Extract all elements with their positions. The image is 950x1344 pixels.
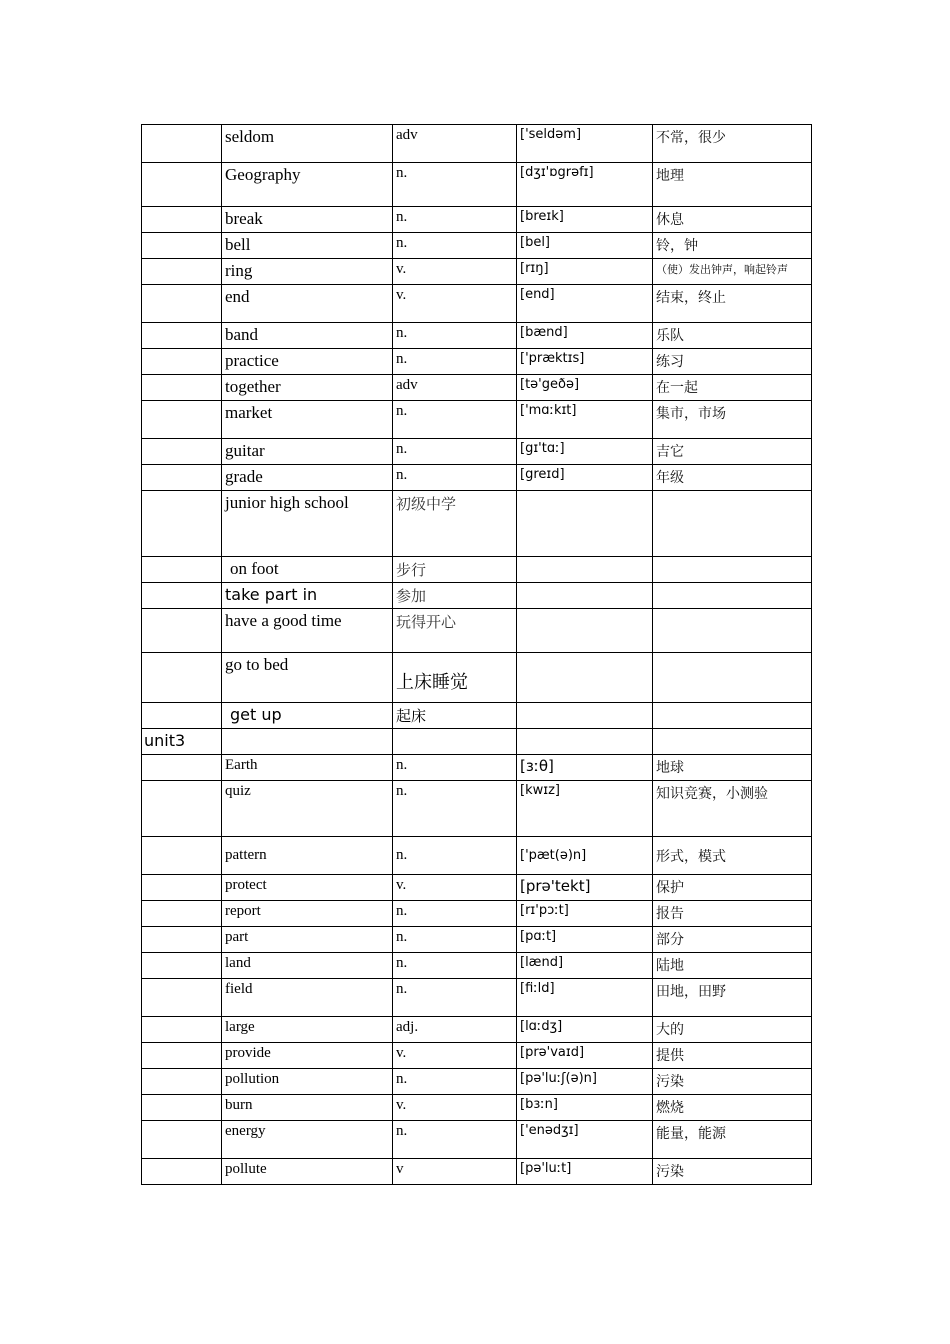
table-row xyxy=(142,1121,812,1159)
part-of-speech: v xyxy=(393,1159,517,1185)
table-row xyxy=(142,703,812,729)
phrase: take part in xyxy=(222,583,393,609)
unit-label: unit3 xyxy=(142,729,222,755)
table-row xyxy=(142,875,812,901)
table-row xyxy=(142,979,812,1017)
table-row xyxy=(142,163,812,207)
part-of-speech: v. xyxy=(393,259,517,285)
phonetic: ['mɑːkɪt] xyxy=(517,401,653,439)
vocabulary-table xyxy=(141,124,812,1185)
table-row xyxy=(142,233,812,259)
table-row xyxy=(142,1159,812,1185)
word: Geography xyxy=(222,163,393,207)
phrase: get up xyxy=(222,703,393,729)
chinese-meaning: 形式，模式 xyxy=(653,837,812,875)
word: break xyxy=(222,207,393,233)
phonetic: [kwɪz] xyxy=(517,781,653,837)
word: report xyxy=(222,901,393,927)
phonetic: [tə'geðə] xyxy=(517,375,653,401)
part-of-speech: n. xyxy=(393,781,517,837)
table-row xyxy=(142,583,812,609)
chinese-meaning: 陆地 xyxy=(653,953,812,979)
phonetic: ['pæt(ə)n] xyxy=(517,837,653,875)
word: protect xyxy=(222,875,393,901)
table-row xyxy=(142,125,812,163)
part-of-speech: n. xyxy=(393,323,517,349)
part-of-speech: n. xyxy=(393,163,517,207)
table-row xyxy=(142,901,812,927)
table-row xyxy=(142,1069,812,1095)
chinese-meaning: 起床 xyxy=(393,703,517,729)
word: part xyxy=(222,927,393,953)
part-of-speech: v. xyxy=(393,1043,517,1069)
phonetic: [end] xyxy=(517,285,653,323)
chinese-meaning: 知识竞赛，小测验 xyxy=(653,781,812,837)
part-of-speech: n. xyxy=(393,927,517,953)
table-row xyxy=(142,927,812,953)
word: pattern xyxy=(222,837,393,875)
word: practice xyxy=(222,349,393,375)
chinese-meaning: 年级 xyxy=(653,465,812,491)
chinese-meaning: 保护 xyxy=(653,875,812,901)
part-of-speech: n. xyxy=(393,207,517,233)
word: market xyxy=(222,401,393,439)
word: land xyxy=(222,953,393,979)
chinese-meaning: 地理 xyxy=(653,163,812,207)
table-row xyxy=(142,837,812,875)
word: pollution xyxy=(222,1069,393,1095)
chinese-meaning: 部分 xyxy=(653,927,812,953)
chinese-meaning: 污染 xyxy=(653,1069,812,1095)
part-of-speech: n. xyxy=(393,1121,517,1159)
part-of-speech: n. xyxy=(393,349,517,375)
part-of-speech: adj. xyxy=(393,1017,517,1043)
phonetic: [gɪ'tɑː] xyxy=(517,439,653,465)
word: together xyxy=(222,375,393,401)
chinese-meaning: 大的 xyxy=(653,1017,812,1043)
word: bell xyxy=(222,233,393,259)
chinese-meaning: 乐队 xyxy=(653,323,812,349)
chinese-meaning: 田地，田野 xyxy=(653,979,812,1017)
chinese-meaning: 提供 xyxy=(653,1043,812,1069)
part-of-speech: adv xyxy=(393,375,517,401)
part-of-speech: n. xyxy=(393,979,517,1017)
phonetic: [prə'vaɪd] xyxy=(517,1043,653,1069)
phonetic: ['præktɪs] xyxy=(517,349,653,375)
chinese-meaning: 污染 xyxy=(653,1159,812,1185)
chinese-meaning: 玩得开心 xyxy=(393,609,517,653)
chinese-meaning: 在一起 xyxy=(653,375,812,401)
phonetic: [bænd] xyxy=(517,323,653,349)
table-row xyxy=(142,609,812,653)
phonetic: [rɪŋ] xyxy=(517,259,653,285)
chinese-meaning: （使）发出钟声，响起铃声 xyxy=(653,259,812,285)
part-of-speech: n. xyxy=(393,1069,517,1095)
table-row xyxy=(142,781,812,837)
chinese-meaning: 能量，能源 xyxy=(653,1121,812,1159)
phonetic: [prə'tekt] xyxy=(517,875,653,901)
phonetic: [rɪ'pɔːt] xyxy=(517,901,653,927)
table-row xyxy=(142,349,812,375)
table-row xyxy=(142,755,812,781)
phonetic: [greɪd] xyxy=(517,465,653,491)
chinese-meaning: 初级中学 xyxy=(393,491,517,557)
table-row xyxy=(142,207,812,233)
phrase: junior high school xyxy=(222,491,393,557)
chinese-meaning: 练习 xyxy=(653,349,812,375)
part-of-speech: n. xyxy=(393,953,517,979)
table-row xyxy=(142,465,812,491)
part-of-speech: n. xyxy=(393,755,517,781)
table-row xyxy=(142,491,812,557)
chinese-meaning: 上床睡觉 xyxy=(393,653,517,703)
table-row xyxy=(142,285,812,323)
table-row xyxy=(142,1095,812,1121)
word: seldom xyxy=(222,125,393,163)
word: ring xyxy=(222,259,393,285)
phonetic: [bel] xyxy=(517,233,653,259)
part-of-speech: n. xyxy=(393,401,517,439)
phonetic: [fiːld] xyxy=(517,979,653,1017)
part-of-speech: n. xyxy=(393,439,517,465)
part-of-speech: n. xyxy=(393,465,517,491)
phrase: on foot xyxy=(222,557,393,583)
word: quiz xyxy=(222,781,393,837)
phrase: go to bed xyxy=(222,653,393,703)
word: energy xyxy=(222,1121,393,1159)
phonetic: [dʒɪ'ɒgrəfɪ] xyxy=(517,163,653,207)
chinese-meaning: 参加 xyxy=(393,583,517,609)
table-row xyxy=(142,953,812,979)
part-of-speech: v. xyxy=(393,875,517,901)
table-row xyxy=(142,375,812,401)
part-of-speech: n. xyxy=(393,837,517,875)
chinese-meaning: 报告 xyxy=(653,901,812,927)
phonetic: ['seldəm] xyxy=(517,125,653,163)
chinese-meaning: 吉它 xyxy=(653,439,812,465)
word: field xyxy=(222,979,393,1017)
word: provide xyxy=(222,1043,393,1069)
chinese-meaning: 集市，市场 xyxy=(653,401,812,439)
word: pollute xyxy=(222,1159,393,1185)
table-row xyxy=(142,401,812,439)
word: end xyxy=(222,285,393,323)
part-of-speech: v. xyxy=(393,285,517,323)
part-of-speech: n. xyxy=(393,901,517,927)
phonetic: [pə'luːʃ(ə)n] xyxy=(517,1069,653,1095)
phonetic: [bɜːn] xyxy=(517,1095,653,1121)
chinese-meaning: 步行 xyxy=(393,557,517,583)
phonetic: [lænd] xyxy=(517,953,653,979)
chinese-meaning: 燃烧 xyxy=(653,1095,812,1121)
phonetic: ['enədʒɪ] xyxy=(517,1121,653,1159)
phrase: have a good time xyxy=(222,609,393,653)
part-of-speech: n. xyxy=(393,233,517,259)
word: burn xyxy=(222,1095,393,1121)
word: Earth xyxy=(222,755,393,781)
chinese-meaning: 铃，钟 xyxy=(653,233,812,259)
word: large xyxy=(222,1017,393,1043)
table-row xyxy=(142,323,812,349)
table-row xyxy=(142,653,812,703)
phonetic: [breɪk] xyxy=(517,207,653,233)
part-of-speech: adv xyxy=(393,125,517,163)
table-row xyxy=(142,729,812,755)
table-row xyxy=(142,439,812,465)
table-row xyxy=(142,1017,812,1043)
chinese-meaning: 休息 xyxy=(653,207,812,233)
chinese-meaning: 不常，很少 xyxy=(653,125,812,163)
word: guitar xyxy=(222,439,393,465)
part-of-speech: v. xyxy=(393,1095,517,1121)
phonetic: [pɑːt] xyxy=(517,927,653,953)
phonetic: [pə'luːt] xyxy=(517,1159,653,1185)
phonetic: [ɜːθ] xyxy=(517,755,653,781)
table-row xyxy=(142,557,812,583)
word: band xyxy=(222,323,393,349)
word: grade xyxy=(222,465,393,491)
table-row xyxy=(142,1043,812,1069)
chinese-meaning: 结束，终止 xyxy=(653,285,812,323)
phonetic: [lɑːdʒ] xyxy=(517,1017,653,1043)
table-row xyxy=(142,259,812,285)
chinese-meaning: 地球 xyxy=(653,755,812,781)
